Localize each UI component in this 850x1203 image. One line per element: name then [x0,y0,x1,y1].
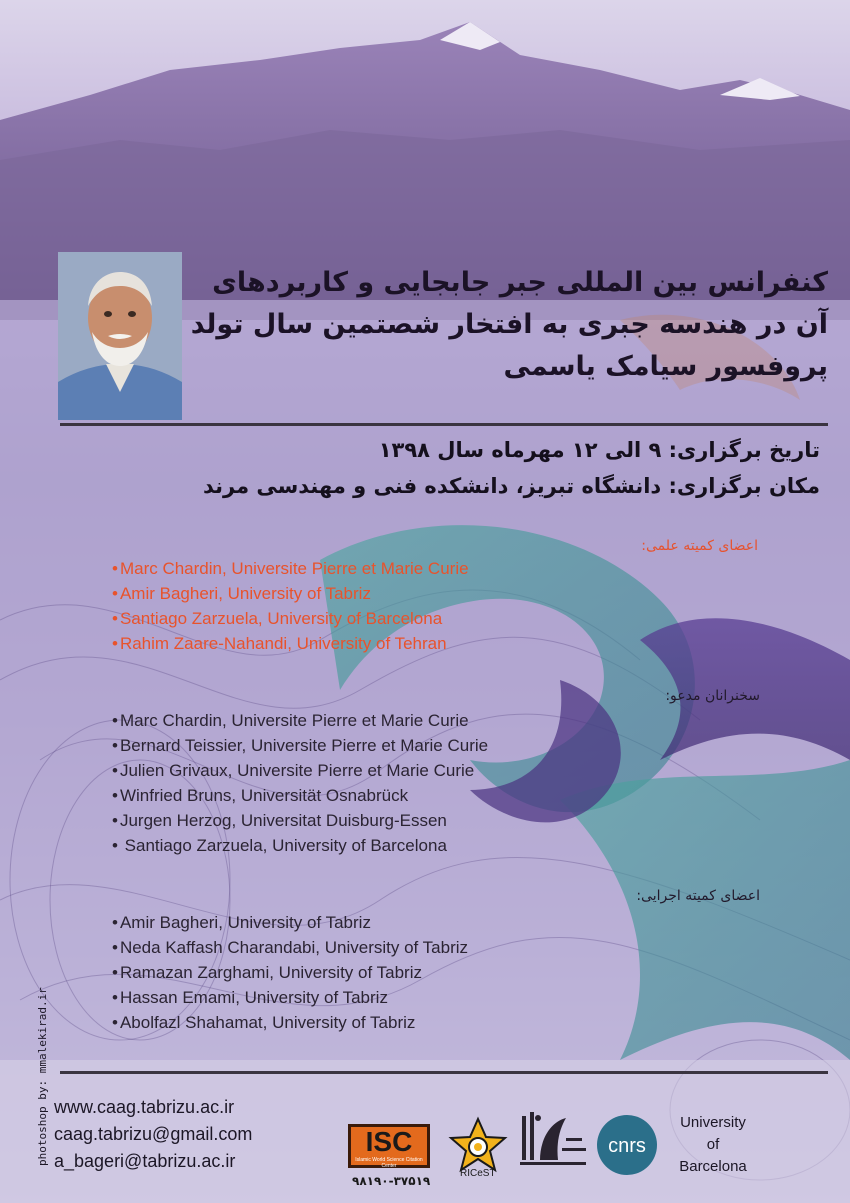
portrait-photo [58,252,182,420]
title-line-1: کنفرانس بین المللی جبر جابجایی و کاربردهای [212,267,828,298]
isc-logo-subtitle: Islamic World Science Citation Center [355,1157,423,1169]
university-of-tabriz-logo-icon [516,1108,590,1172]
list-item: • Santiago Zarzuela, University of Barcelona [112,606,469,631]
email-link-primary[interactable]: caag.tabrizu@gmail.com [54,1124,253,1144]
list-item: • Amir Bagheri, University of Tabriz [112,581,469,606]
design-credit: photoshop by: mmalekirad.ir [36,987,49,1166]
cnrs-logo-label: cnrs [608,1135,646,1157]
list-item: • Abolfazl Shahamat, University of Tabriz [112,1010,468,1035]
title-line-2: آن در هندسه جبری به افتخار شصتمین سال تولد [190,309,828,340]
list-item: • Neda Kaffash Charandabi, University of Tabriz [112,935,468,960]
isc-logo [348,1124,430,1168]
email-link-secondary[interactable]: a_bageri@tabrizu.ac.ir [54,1151,236,1171]
website-link[interactable]: www.caag.tabrizu.ac.ir [54,1097,235,1117]
list-item: • Amir Bagheri, University of Tabriz [112,910,468,935]
event-info [200,432,820,504]
event-date: تاریخ برگزاری: ۹ الی ۱۲ مهرماه سال ۱۳۹۸ [378,438,820,462]
list-item: • Santiago Zarzuela, University of Barcelona [112,833,488,858]
ub-line-3: Barcelona [679,1158,747,1175]
executive-committee-list [112,910,468,1035]
list-item: • Marc Chardin, Universite Pierre et Marie Curie [112,556,469,581]
invited-speakers-list [112,708,488,858]
list-item: • Marc Chardin, Universite Pierre et Marie Curie [112,708,488,733]
scientific-committee-list [112,556,469,656]
list-item: • Julien Grivaux, Universite Pierre et Marie Curie [112,758,488,783]
isc-code: ۹۸۱۹۰-۳۷۵۱۹ [352,1174,431,1188]
list-item: • Winfried Bruns, Universität Osnabrück [112,783,488,808]
divider-top [60,423,828,426]
list-item: • Ramazan Zarghami, University of Tabriz [112,960,468,985]
contact-info [54,1094,252,1175]
isc-logo-label: ISC [365,1126,413,1157]
ub-line-2: of [706,1136,720,1153]
executive-committee-title: اعضای کمیته اجرایی: [636,888,760,904]
divider-bottom [60,1071,828,1074]
sponsor-logos [348,1104,768,1188]
scientific-committee-title: اعضای کمیته علمی: [641,538,758,554]
cnrs-logo-icon [596,1114,658,1176]
list-item: • Hassan Emami, University of Tabriz [112,985,468,1010]
conference-title [188,262,828,388]
list-item: • Jurgen Herzog, Universitat Duisburg-Essen [112,808,488,833]
ub-line-1: University [680,1114,746,1131]
title-line-3: پروفسور سیامک یاسمی [503,351,828,382]
university-of-barcelona-logo [670,1112,756,1178]
event-place: مکان برگزاری: دانشگاه تبریز، دانشکده فنی و مهندسی مرند [203,474,820,498]
list-item: • Rahim Zaare-Nahandi, University of Tehran [112,631,469,656]
invited-speakers-title: سخنرانان مدعو: [665,688,760,704]
list-item: • Bernard Teissier, Universite Pierre et Marie Curie [112,733,488,758]
ricest-logo-label: RICeST [460,1168,496,1179]
